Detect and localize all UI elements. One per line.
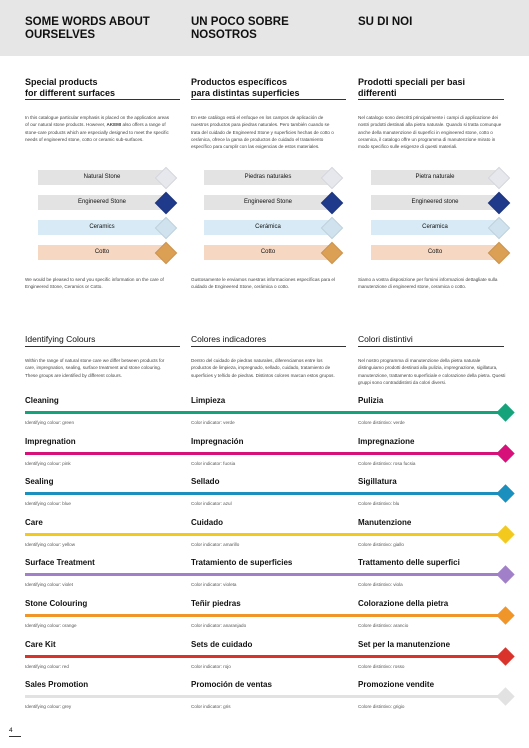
products-rule-en: [25, 99, 180, 100]
colour-group-name: Colorazione della pietra: [358, 599, 449, 608]
products-title-en: Special products for different surfaces: [25, 77, 116, 98]
surface-label: Cotto: [94, 249, 110, 255]
colour-diamond-icon: [496, 484, 514, 502]
surface-label: Engineered Stone: [243, 199, 293, 205]
colour-group-id: Colore distintivo: rosso: [358, 663, 405, 669]
colours-rule-en: [25, 346, 180, 347]
surface-bar: [371, 245, 499, 260]
colour-group-id: Colore distintivo: viola: [358, 582, 403, 588]
colour-group-id: Identifying colour: violet: [25, 582, 74, 588]
surface-label: Engineered Stone: [77, 199, 127, 205]
colour-group-name: Cuidado: [191, 517, 223, 527]
surface-bar: [371, 195, 499, 210]
colour-band: [25, 614, 503, 617]
colour-group-name: Sets de cuidado: [191, 639, 253, 649]
colour-group-name: Care Kit: [25, 639, 56, 649]
colour-group-id: Colore distintivo: verde: [358, 420, 405, 425]
colour-diamond-icon: [496, 687, 514, 705]
colour-group-name: Care: [25, 517, 43, 527]
colour-group-name: Manutenzione: [358, 517, 412, 527]
products-outro-it: Siamo a vostra disposizione per fornirvi informazioni dettagliate sulla manutenzione di engineered stone, ceramica o cotto.: [358, 277, 498, 290]
products-intro-it: Nel catalogo sono descritti principalmente i campi di applicazione dei nostri prodotti destinati alla pietra naturale. Quando si tratta comunque anche della manutenzione di superfici in engineered stone, cotto o ceramica, il catalogo offre un programma di manutenzione mirato in modo specifico sulle esigenze di questi materiali.: [358, 115, 502, 150]
colours-title-it: Colori distintivi: [358, 334, 413, 344]
colour-group-name: Sigillatura: [358, 477, 397, 487]
colour-group-name: Surface Treatment: [25, 558, 95, 568]
products-outro-en: We would be pleased to send you specific information on the care of Engineered Stone, Ceramics or Cotto.: [25, 277, 164, 290]
surface-label: Pietra naturale: [415, 174, 455, 180]
products-intro-en: In this catalogue particular emphasis is placed on the application areas of our natural stone products. However, AKEMI also offers a range of stone-care products which are especially designed to meet the specific needs of engineered stone, cotto or ceramic sub-surfaces.: [25, 115, 170, 142]
colour-group-id: Color indicator: fucsia: [191, 460, 236, 466]
colours-rule-es: [191, 346, 346, 347]
colour-diamond-icon: [496, 566, 514, 584]
colour-group-id: Identifying colour: pink: [25, 460, 71, 466]
colour-group-id: Identifying colour: orange: [25, 623, 77, 628]
header-title-es: UN POCO SOBRE NOSOTROS: [191, 16, 289, 41]
colour-group-id: Colore distintivo: blu: [358, 501, 400, 507]
colour-group-id: Color indicator: rojo: [191, 663, 231, 669]
colours-title-es: Colores indicadores: [191, 334, 267, 344]
header-title-en: SOME WORDS ABOUT OURSELVES: [25, 16, 150, 41]
colour-group-id: Colore distintivo: grigio: [358, 704, 405, 710]
colour-group-id: Color indicator: azul: [191, 501, 232, 507]
surface-label: Ceramica: [422, 224, 448, 230]
colour-band: [25, 452, 503, 455]
colour-group-id: Identifying colour: yellow: [25, 541, 76, 547]
surface-label: Natural Stone: [83, 174, 121, 180]
products-rule-es: [191, 99, 346, 100]
colour-diamond-icon: [496, 403, 514, 421]
colour-group-name: Sales Promotion: [25, 680, 89, 690]
colour-diamond-icon: [496, 525, 514, 543]
surface-bar: [371, 220, 499, 235]
products-outro-es: Gustosamente le enviamos nuestras informaciones específicas para el cuidado de Engineered Stone, cerámica o cotto.: [191, 277, 336, 290]
header-band: [0, 0, 529, 56]
colour-group-id: Identifying colour: red: [25, 663, 69, 669]
page-number: 4: [9, 727, 13, 734]
surface-bar: [204, 195, 332, 210]
colour-group-id: Color indicator: amarillo: [191, 541, 240, 547]
surface-label: Cerámica: [255, 224, 281, 230]
surface-label: Ceramics: [89, 224, 115, 230]
header-title-it: SU DI NOI: [358, 16, 413, 28]
colour-group-name: Promoción de ventas: [191, 680, 272, 690]
surface-label: Piedras naturales: [244, 174, 292, 180]
colour-group-id: Color indicator: violeta: [191, 582, 237, 588]
surface-bar: [204, 245, 332, 260]
surface-bar: [204, 170, 332, 185]
colour-band: [25, 655, 503, 658]
colour-diamond-icon: [496, 647, 514, 665]
colour-group-name: Cleaning: [25, 396, 59, 405]
colour-group-id: Identifying colour: green: [25, 420, 75, 425]
colour-group-name: Sellado: [191, 477, 220, 487]
colour-band: [25, 533, 503, 536]
surface-label: Cotto: [260, 249, 276, 255]
products-rule-it: [358, 99, 504, 100]
products-title-es: Productos específicos para distintas superficies: [191, 77, 300, 98]
colour-group-id: Identifying colour: grey: [25, 704, 72, 710]
colour-group-id: Color indicator: anaranjado: [191, 623, 247, 628]
colours-intro-it: Nel nostro programma di manutenzione della pietra naturale distinguiamo prodotti destinati alla pulizia, impregnazione, sigillatura, manutenzione, trattamento superficiale e colorazione della pietra. Questi gruppi sono contraddistinti da colori diversi.: [358, 358, 506, 385]
colour-band: [25, 492, 503, 495]
surface-label: Engineered stone: [411, 199, 459, 205]
colour-group-name: Stone Colouring: [25, 599, 88, 608]
colours-rule-it: [358, 346, 504, 347]
products-intro-es: En este catálogo está el enfoque en los campos de aplicación de nuestros productos para piedras naturales. Pero también cuando se trata del cuidado de Engineered Stone y superficies hechas de cotto o cerámica, ofrece la gama de productos de cuidado el tratamiento específico para cumplir con las exigencias de estos materiales.: [191, 115, 334, 150]
colour-group-id: Identifying colour: blue: [25, 501, 71, 507]
colour-band: [25, 573, 503, 576]
colour-group-name: Set per la manutenzione: [358, 639, 451, 649]
colour-group-id: Color indicator: verde: [191, 420, 235, 425]
brand-name: AKEMI: [106, 122, 122, 128]
surface-bar: [204, 220, 332, 235]
surface-bar: [38, 170, 166, 185]
surface-bar: [371, 170, 499, 185]
colours-intro-en: Within the range of natural stone care we differ between products for care, impregnation, sealing, surface treatment and stone colouring. These groups are identified by different colours.: [25, 358, 165, 378]
colour-band: [25, 411, 503, 414]
colours-intro-es: Dentro del cuidado de piedras naturales, diferenciamos entre los productos de limpieza, impregnado, sellado, cuidado, tratamiento de superficies y teñido de piedras. Distintos colores marcan estos grupos.: [191, 358, 335, 378]
surface-bar: [38, 220, 166, 235]
colour-group-id: Colore distintivo: giallo: [358, 541, 404, 547]
colour-group-name: Limpieza: [191, 396, 226, 405]
colours-title-en: Identifying Colours: [25, 334, 96, 344]
surface-bar: [38, 195, 166, 210]
surface-bar: [38, 245, 166, 260]
surface-label: Cotto: [427, 249, 443, 255]
colour-group-id: Colore distintivo: arancio: [358, 623, 409, 628]
colour-group-name: Teñir piedras: [191, 599, 241, 608]
colour-group-name: Tratamiento de superficies: [191, 558, 293, 568]
colour-group-name: Trattamento delle superfici: [358, 558, 460, 568]
colour-group-name: Sealing: [25, 477, 54, 487]
colour-group-name: Impregnación: [191, 436, 244, 446]
colour-group-name: Impregnation: [25, 436, 76, 446]
colour-diamond-icon: [496, 444, 514, 462]
colour-group-id: Color indicator: gris: [191, 704, 231, 710]
products-title-it: Prodotti speciali per basi differenti: [358, 77, 466, 98]
page-number-rule: [9, 736, 21, 737]
colour-group-name: Promozione vendite: [358, 680, 435, 690]
colour-group-name: Impregnazione: [358, 436, 415, 446]
colour-band: [25, 695, 503, 698]
colour-diamond-icon: [496, 606, 514, 624]
colour-group-name: Pulizia: [358, 396, 384, 405]
colour-group-id: Colore distintivo: rosa fucsia: [358, 460, 416, 466]
